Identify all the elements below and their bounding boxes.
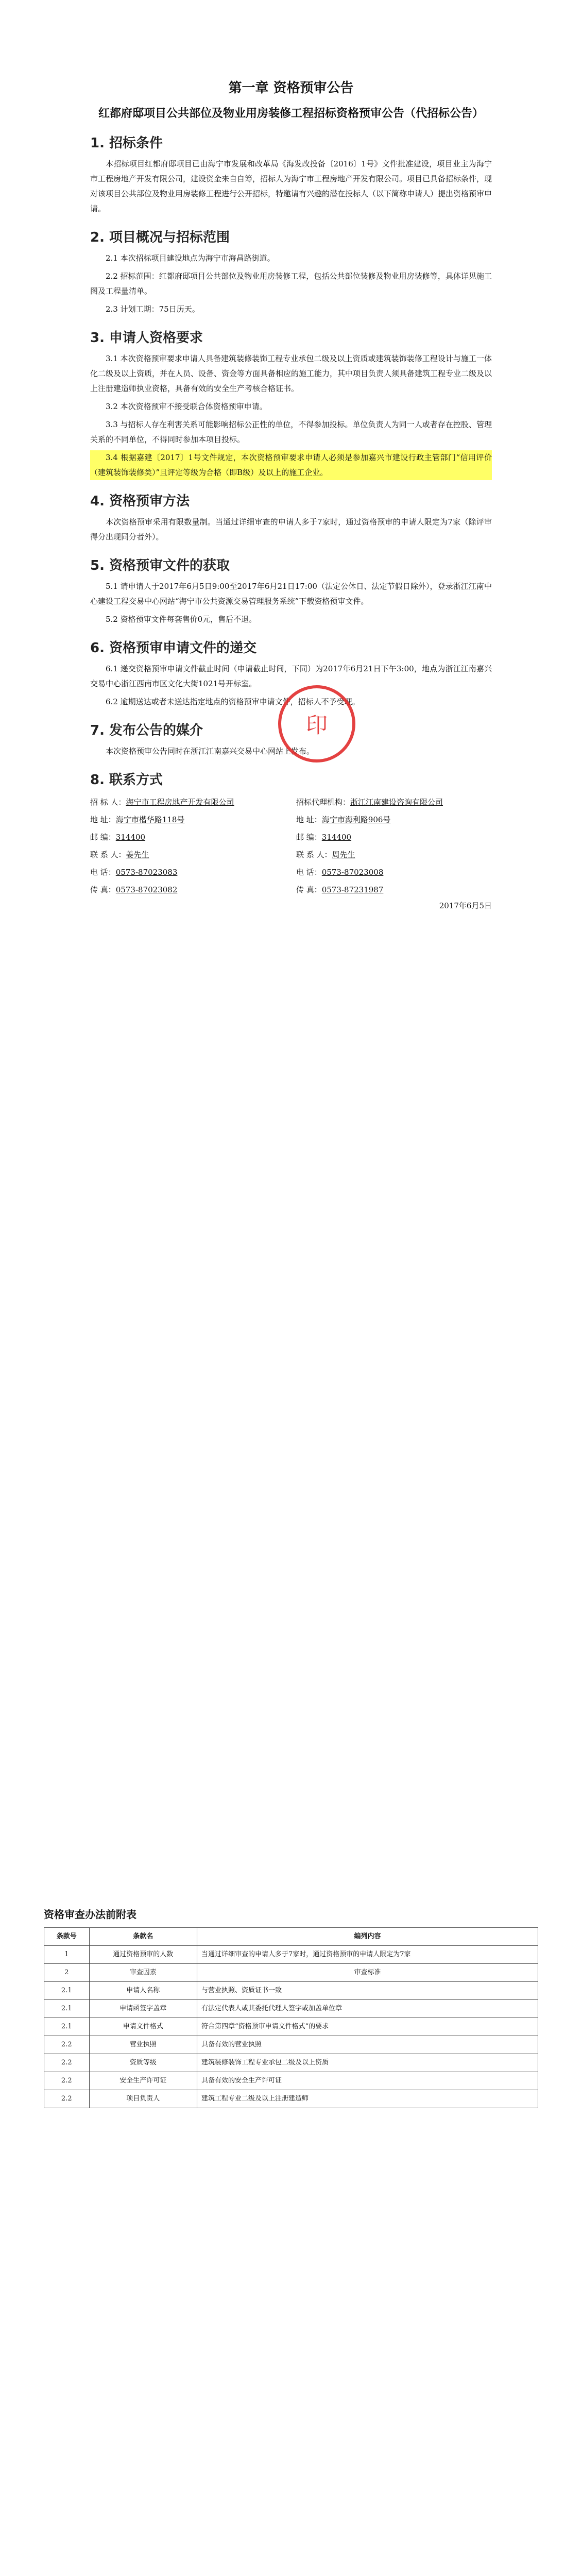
section-heading: 2. 项目概况与招标范围 bbox=[90, 229, 230, 245]
label: 地 址： bbox=[296, 815, 322, 824]
label: 招标代理机构： bbox=[296, 797, 351, 807]
paragraph: 5.1 请申请人于2017年6月5日9:00至2017年6月21日17:00（法定公休日、法定节假日除外），登录浙江江南中心建设工程交易中心网站“海宁市公共资源交易管理服务系统”下载资格预审文件。 bbox=[90, 581, 492, 606]
section-5 bbox=[90, 555, 492, 627]
table-row: 1 通过资格预审的人数 当通过详细审查的申请人多于7家时，通过资格预审的申请人限定为7家 bbox=[44, 1946, 538, 1964]
agent-phone: 0573-87023008 bbox=[321, 867, 384, 877]
section-heading: 6. 资格预审申请文件的递交 bbox=[90, 640, 257, 656]
table-row: 2.1 申请人名称 与营业执照、资质证书一致 bbox=[44, 1982, 538, 2000]
paragraph: 2.1 本次招标项目建设地点为海宁市海昌路街道。 bbox=[106, 253, 275, 263]
agent-fax: 0573-87231987 bbox=[321, 885, 384, 894]
section-heading: 4. 资格预审方法 bbox=[90, 493, 190, 509]
tenderer-contact: 姜先生 bbox=[126, 850, 149, 859]
label: 地 址： bbox=[90, 815, 116, 824]
paragraph: 3.1 本次资格预审要求申请人具备建筑装修装饰工程专业承包二级及以上资质或建筑装饰装修工程设计与施工一体化二级及以上资质，并在人员、设备、资金等方面具备相应的施工能力，其中项目负责人须具备建筑工程专业二级及以上注册建造师执业资格，具备有效的安全生产考核合格证书。 bbox=[90, 353, 492, 393]
label: 电 话： bbox=[90, 867, 116, 877]
tenderer-phone: 0573-87023083 bbox=[115, 867, 178, 877]
tenderer-name: 海宁市工程房地产开发有限公司 bbox=[126, 797, 234, 807]
highlighted-paragraph: 3.4 根据嘉建〔2017〕1号文件规定，本次资格预审要求申请人必须是参加嘉兴市建设行政主管部门“信用评价（建筑装饰装修类）”且评定等级为合格（即B级）及以上的施工企业。 bbox=[90, 450, 492, 480]
paragraph: 3.3 与招标人存在利害关系可能影响招标公正性的单位，不得参加投标。单位负责人为同一人或者存在控股、管理关系的不同单位，不得同时参加本项目投标。 bbox=[90, 419, 492, 444]
paragraph: 6.2 逾期送达或者未送达指定地点的资格预审申请文件，招标人不予受理。 bbox=[106, 697, 360, 706]
label: 联 系 人： bbox=[296, 850, 332, 859]
label: 电 话： bbox=[296, 867, 322, 877]
header-content: 编列内容 bbox=[197, 1928, 538, 1946]
paragraph: 2.3 计划工期：75日历天。 bbox=[106, 304, 200, 314]
review-table bbox=[44, 1927, 538, 2108]
contact-block bbox=[90, 793, 492, 913]
seal-char: 印 bbox=[305, 713, 328, 738]
paragraph: 6.1 递交资格预审申请文件截止时间（申请截止时间，下同）为2017年6月21日下午3:00，地点为浙江江南嘉兴交易中心浙江西南市区文化大街1021号开标室。 bbox=[90, 664, 492, 688]
agent-contact: 周先生 bbox=[332, 850, 355, 859]
table-row: 2.2 项目负责人 建筑工程专业二级及以上注册建造师 bbox=[44, 2090, 538, 2108]
table-row: 2.2 安全生产许可证 具备有效的安全生产许可证 bbox=[44, 2072, 538, 2090]
section-2 bbox=[90, 227, 492, 317]
date-line: 2017年6月5日 bbox=[439, 901, 492, 910]
table-row: 2.1 申请文件格式 符合第四章“资格预审申请文件格式”的要求 bbox=[44, 2018, 538, 2036]
document-title: 红都府邸项目公共部位及物业用房装修工程招标资格预审公告（代招标公告） bbox=[98, 107, 484, 120]
paragraph: 本次资格预审采用有限数量制。当通过详细审查的申请人多于7家时，通过资格预审的申请人限定为7家（除评审得分出现同分者外）。 bbox=[90, 517, 492, 541]
section-8 bbox=[90, 769, 492, 788]
chapter-title: 第一章 资格预审公告 bbox=[228, 80, 354, 96]
label: 联 系 人： bbox=[90, 850, 126, 859]
header-clause-no: 条款号 bbox=[44, 1928, 90, 1946]
label: 招 标 人： bbox=[90, 797, 126, 807]
header-clause-name: 条款名 bbox=[89, 1928, 197, 1946]
table-row: 2.2 资质等级 建筑装修装饰工程专业承包二级及以上资质 bbox=[44, 2054, 538, 2072]
red-seal-stamp bbox=[278, 685, 355, 762]
paragraph: 2.2 招标范围：红都府邸项目公共部位及物业用房装修工程，包括公共部位装修及物业用房装修等，具体详见施工图及工程量清单。 bbox=[90, 271, 492, 296]
label: 传 真： bbox=[296, 885, 322, 894]
section-1 bbox=[90, 132, 492, 216]
table-row: 2 审查因素 审查标准 bbox=[44, 1964, 538, 1982]
tenderer-address: 海宁市楷华路118号 bbox=[115, 815, 185, 824]
paragraph: 本招标项目红都府邸项目已由海宁市发展和改革局《海发改投备〔2016〕1号》文件批准建设，项目业主为海宁市工程房地产开发有限公司，建设资金来自自筹，招标人为海宁市工程房地产开发有限公司。项目已具备招标条件，现对该项目公共部位及物业用房装修工程进行公开招标，特邀请有兴趣的潜在投标人（以下简称申请人）提出资格预审申请。 bbox=[90, 159, 492, 213]
section-heading: 7. 发布公告的媒介 bbox=[90, 722, 203, 738]
label: 传 真： bbox=[90, 885, 116, 894]
paragraph: 3.2 本次资格预审不接受联合体资格预审申请。 bbox=[106, 401, 267, 411]
paragraph: 5.2 资格预审文件每套售价0元，售后不退。 bbox=[106, 614, 257, 624]
section-heading: 1. 招标条件 bbox=[90, 135, 163, 151]
label: 邮 编： bbox=[296, 832, 322, 842]
section-heading: 8. 联系方式 bbox=[90, 772, 163, 788]
section-4 bbox=[90, 490, 492, 545]
agent-zip: 314400 bbox=[321, 832, 352, 842]
section-heading: 5. 资格预审文件的获取 bbox=[90, 557, 230, 573]
table-row: 2.1 申请函签字盖章 有法定代表人或其委托代理人签字或加盖单位章 bbox=[44, 2000, 538, 2018]
section-heading: 3. 申请人资格要求 bbox=[90, 330, 203, 346]
tenderer-zip: 314400 bbox=[115, 832, 146, 842]
agent-address: 海宁市海利路906号 bbox=[321, 815, 391, 824]
table-row: 2.2 营业执照 具备有效的营业执照 bbox=[44, 2036, 538, 2054]
section-3 bbox=[90, 327, 492, 480]
label: 邮 编： bbox=[90, 832, 116, 842]
table-title: 资格审查办法前附表 bbox=[44, 1908, 136, 1921]
paragraph: 本次资格预审公告同时在浙江江南嘉兴交易中心网站上发布。 bbox=[106, 746, 315, 756]
agent-name: 浙江江南建设咨询有限公司 bbox=[350, 797, 443, 807]
tenderer-fax: 0573-87023082 bbox=[115, 885, 178, 894]
review-table-section bbox=[44, 1906, 538, 2108]
announcement bbox=[90, 77, 492, 913]
